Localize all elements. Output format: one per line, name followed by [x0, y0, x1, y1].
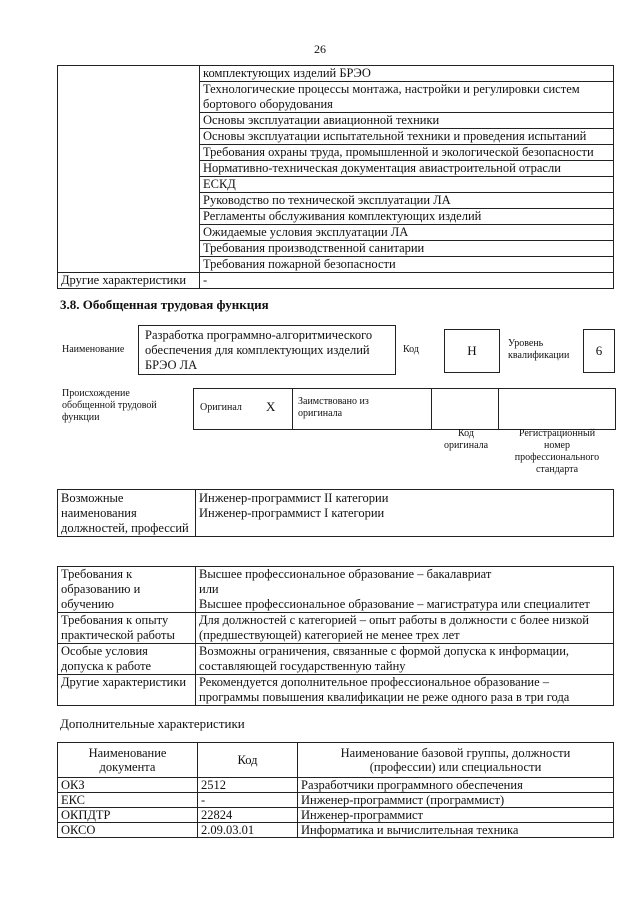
code-original-caption: Код оригинала: [443, 428, 489, 451]
requirement-row: [58, 613, 614, 644]
additional-row: [58, 778, 614, 793]
knowledge-item: Основы эксплуатации авиационной техники: [200, 113, 614, 129]
additional-cell: ОКСО: [58, 823, 198, 838]
additional-row: [58, 808, 614, 823]
knowledge-row: [58, 113, 614, 129]
knowledge-row: [58, 129, 614, 145]
empty-cell: [58, 225, 200, 241]
requirement-label: Другие характеристики: [58, 675, 196, 706]
code-label: Код: [403, 344, 419, 355]
knowledge-row: [58, 209, 614, 225]
knowledge-item: Основы эксплуатации испытательной техники и проведения испытаний: [200, 129, 614, 145]
function-name: Разработка программно-алгоритмического обеспечения для комплектующих изделий БРЭО ЛА: [145, 328, 373, 372]
positions-values: [196, 490, 614, 537]
knowledge-item: Нормативно-техническая документация авиастроительной отрасли: [200, 161, 614, 177]
empty-cell: [58, 82, 200, 113]
knowledge-item: Требования охраны труда, промышленной и экологической безопасности: [200, 145, 614, 161]
knowledge-row: [58, 193, 614, 209]
origin-label: Происхождение обобщенной трудовой функции: [62, 388, 157, 423]
knowledge-item: ЕСКД: [200, 177, 614, 193]
divider: [292, 388, 293, 430]
additional-cell: Разработчики программного обеспечения: [298, 778, 614, 793]
additional-row: [58, 793, 614, 808]
position-item: Инженер-программист II категории: [199, 491, 389, 505]
additional-cell: Инженер-программист: [298, 808, 614, 823]
level-box: [583, 329, 615, 373]
code-box: [444, 329, 500, 373]
original-mark: X: [266, 399, 276, 414]
empty-cell: [58, 193, 200, 209]
empty-cell: [58, 66, 200, 82]
additional-cell: Информатика и вычислительная техника: [298, 823, 614, 838]
requirement-label: Требования к образованию и обучению: [58, 567, 196, 613]
knowledge-row: [58, 161, 614, 177]
requirement-value: Рекомендуется дополнительное профессиональное образование – программы повышения квалификации не реже одного раза в три года: [196, 675, 614, 706]
knowledge-row: [58, 225, 614, 241]
knowledge-item: Требования производственной санитарии: [200, 241, 614, 257]
requirement-value: Высшее профессиональное образование – бакалавриат или Высшее профессиональное образование – магистратура или специалитет: [196, 567, 614, 613]
empty-cell: [58, 145, 200, 161]
divider: [431, 388, 432, 430]
empty-cell: [58, 241, 200, 257]
knowledge-row: [58, 257, 614, 273]
page-number: 26: [314, 42, 326, 56]
knowledge-item: Ожидаемые условия эксплуатации ЛА: [200, 225, 614, 241]
requirements-table: [57, 566, 614, 706]
additional-cell: ОКПДТР: [58, 808, 198, 823]
requirement-label: Особые условия допуска к работе: [58, 644, 196, 675]
knowledge-item: комплектующих изделий БРЭО: [200, 66, 614, 82]
additional-cell: ОКЗ: [58, 778, 198, 793]
function-name-box: [138, 325, 396, 375]
empty-cell: [58, 129, 200, 145]
positions-table: [57, 489, 614, 537]
empty-cell: [58, 177, 200, 193]
empty-cell: [58, 113, 200, 129]
requirement-label: Требования к опыту практической работы: [58, 613, 196, 644]
additional-cell: ЕКС: [58, 793, 198, 808]
positions-label: Возможные наименования должностей, профессий: [58, 490, 196, 537]
additional-cell: 2512: [198, 778, 298, 793]
requirement-value: Для должностей с категорией – опыт работы в должности с более низкой (предшествующей) категорией не менее трех лет: [196, 613, 614, 644]
level-label: Уровень квалификации: [508, 338, 570, 361]
other-row: [58, 273, 614, 289]
knowledge-row: [58, 82, 614, 113]
knowledge-row: [58, 145, 614, 161]
name-label: Наименование: [62, 344, 125, 355]
requirement-value: Возможны ограничения, связанные с формой допуска к информации, составляющей государственную тайну: [196, 644, 614, 675]
additional-cell: 2.09.03.01: [198, 823, 298, 838]
section-title: 3.8. Обобщенная трудовая функция: [60, 297, 269, 312]
position-item: Инженер-программист I категории: [199, 506, 385, 520]
additional-row: [58, 823, 614, 838]
knowledge-item: Технологические процессы монтажа, настройки и регулировки систем бортового оборудования: [200, 82, 614, 113]
empty-cell: [58, 209, 200, 225]
column-header: Код: [198, 743, 298, 778]
reg-number-caption: Регистрационный номер профессионального стандарта: [514, 428, 600, 475]
knowledge-item: Регламенты обслуживания комплектующих изделий: [200, 209, 614, 225]
level-value: 6: [595, 343, 603, 358]
knowledge-row: [58, 241, 614, 257]
column-header: Наименование базовой группы, должности (профессии) или специальности: [298, 743, 614, 778]
additional-cell: 22824: [198, 808, 298, 823]
knowledge-row: [58, 66, 614, 82]
requirement-row: [58, 644, 614, 675]
knowledge-row: [58, 177, 614, 193]
additional-header-row: [58, 743, 614, 778]
knowledge-item: Требования пожарной безопасности: [200, 257, 614, 273]
borrowed-label: Заимствовано из оригинала: [298, 396, 369, 419]
column-header: Наименование документа: [58, 743, 198, 778]
requirement-row: [58, 567, 614, 613]
divider: [498, 388, 499, 430]
additional-title: Дополнительные характеристики: [60, 716, 245, 731]
additional-cell: Инженер-программист (программист): [298, 793, 614, 808]
other-label: Другие характеристики: [58, 273, 200, 289]
empty-cell: [58, 161, 200, 177]
other-value: -: [200, 273, 614, 289]
original-label: Оригинал: [200, 402, 242, 413]
code-value: H: [467, 343, 477, 358]
additional-table: [57, 742, 614, 838]
requirement-row: [58, 675, 614, 706]
empty-cell: [58, 257, 200, 273]
knowledge-table: [57, 65, 614, 289]
knowledge-item: Руководство по технической эксплуатации ЛА: [200, 193, 614, 209]
additional-cell: -: [198, 793, 298, 808]
